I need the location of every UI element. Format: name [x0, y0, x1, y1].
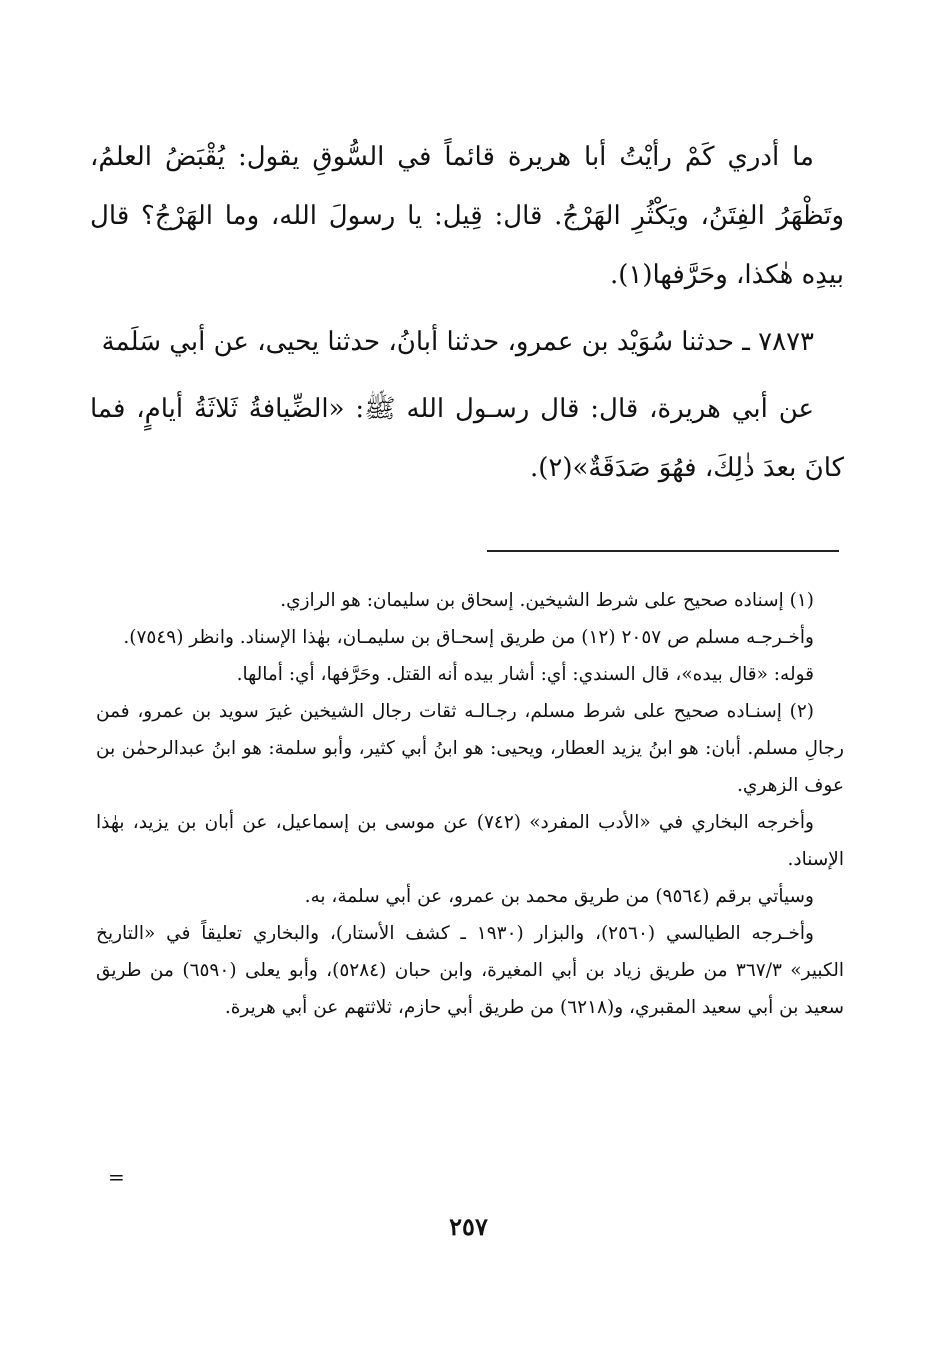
hadith-text-continued: ما أدري كَمْ رأيْتُ أبا هريرة قائماً في السُّوقِ يقول: يُقْبَضُ العلمُ، وتَظْهَرُ الفِتَنُ، ويَكْثُرِ الهَرْجُ. قال: قِيل: يا رسولَ الله، وما الهَرْجُ؟ قال بيدِه هٰكذا، وحَرَّفها(١).: [90, 142, 844, 290]
hadith-matn-7873: عن أبي هريرة، قال: قال رسـول الله ﷺ: «الضِّيافةُ ثَلاثَةُ أيامٍ، فما كانَ بعدَ ذٰلِكَ، فهُوَ صَدَقَةٌ»(٢).: [90, 394, 844, 483]
page-number: ٢٥٧: [449, 1212, 488, 1241]
footnote-2-bukhari: وأخرجه البخاري في «الأدب المفرد» (٧٤٢) عن موسى بن إسماعيل، عن أبان بن يزيد، بهٰذا الإسناد.: [96, 812, 844, 870]
hadith-isnad-7873: ٧٨٧٣ ـ حدثنا سُوَيْد بن عمرو، حدثنا أبانُ، حدثنا يحيى، عن أبي سَلَمة: [101, 327, 814, 357]
footnote-1-takhrij: وأخـرجـه مسلم ص ٢٠٥٧ (١٢) من طريق إسحـاق بن سليمـان، بهٰذا الإسناد. وانظر (٧٥٤٩).: [123, 627, 814, 648]
footnote-2-takhrij: وأخـرجه الطيالسي (٢٥٦٠)، والبزار (١٩٣٠ ـ كشف الأستار)، والبخاري تعليقاً في «التاريخ الكبير» ٣٦٧/٣ من طريق زياد بن أبي المغيرة، وابن حبان (٥٢٨٤)، وأبو يعلى (٦٥٩٠) من طريق سعيد بن أبي سعيد المقبري، و(٦٢١٨) من طريق أبي حازم، ثلاثتهم عن أبي هريرة.: [96, 923, 844, 1018]
footnote-1-explanation: قوله: «قال بيده»، قال السندي: أي: أشار بيده أنه القتل. وحَرَّفها، أي: أمالها.: [236, 664, 814, 685]
main-text: [90, 128, 844, 498]
footnote-2-cross-reference: وسيأتي برقم (٩٥٦٤) من طريق محمد بن عمرو، عن أبي سلمة، به.: [304, 886, 814, 907]
footnote-separator: [487, 550, 839, 552]
footnotes: [96, 582, 844, 1026]
continuation-mark: =: [108, 1165, 125, 1189]
footnote-2-grading: (٢) إسنـاده صحيح على شرط مسلم، رجـالـه ثقات رجال الشيخين غيرَ سويد بن عمرو، فمن رجالِ مسلم. أبان: هو ابنُ يزيد العطار، ويحيى: هو ابنُ أبي كثير، وأبو سلمة: هو ابنُ عبدالرحمٰن بن عوف الزهري.: [96, 701, 844, 796]
footnote-1-grading: (١) إسناده صحيح على شرط الشيخين. إسحاق بن سليمان: هو الرازي.: [280, 590, 814, 611]
